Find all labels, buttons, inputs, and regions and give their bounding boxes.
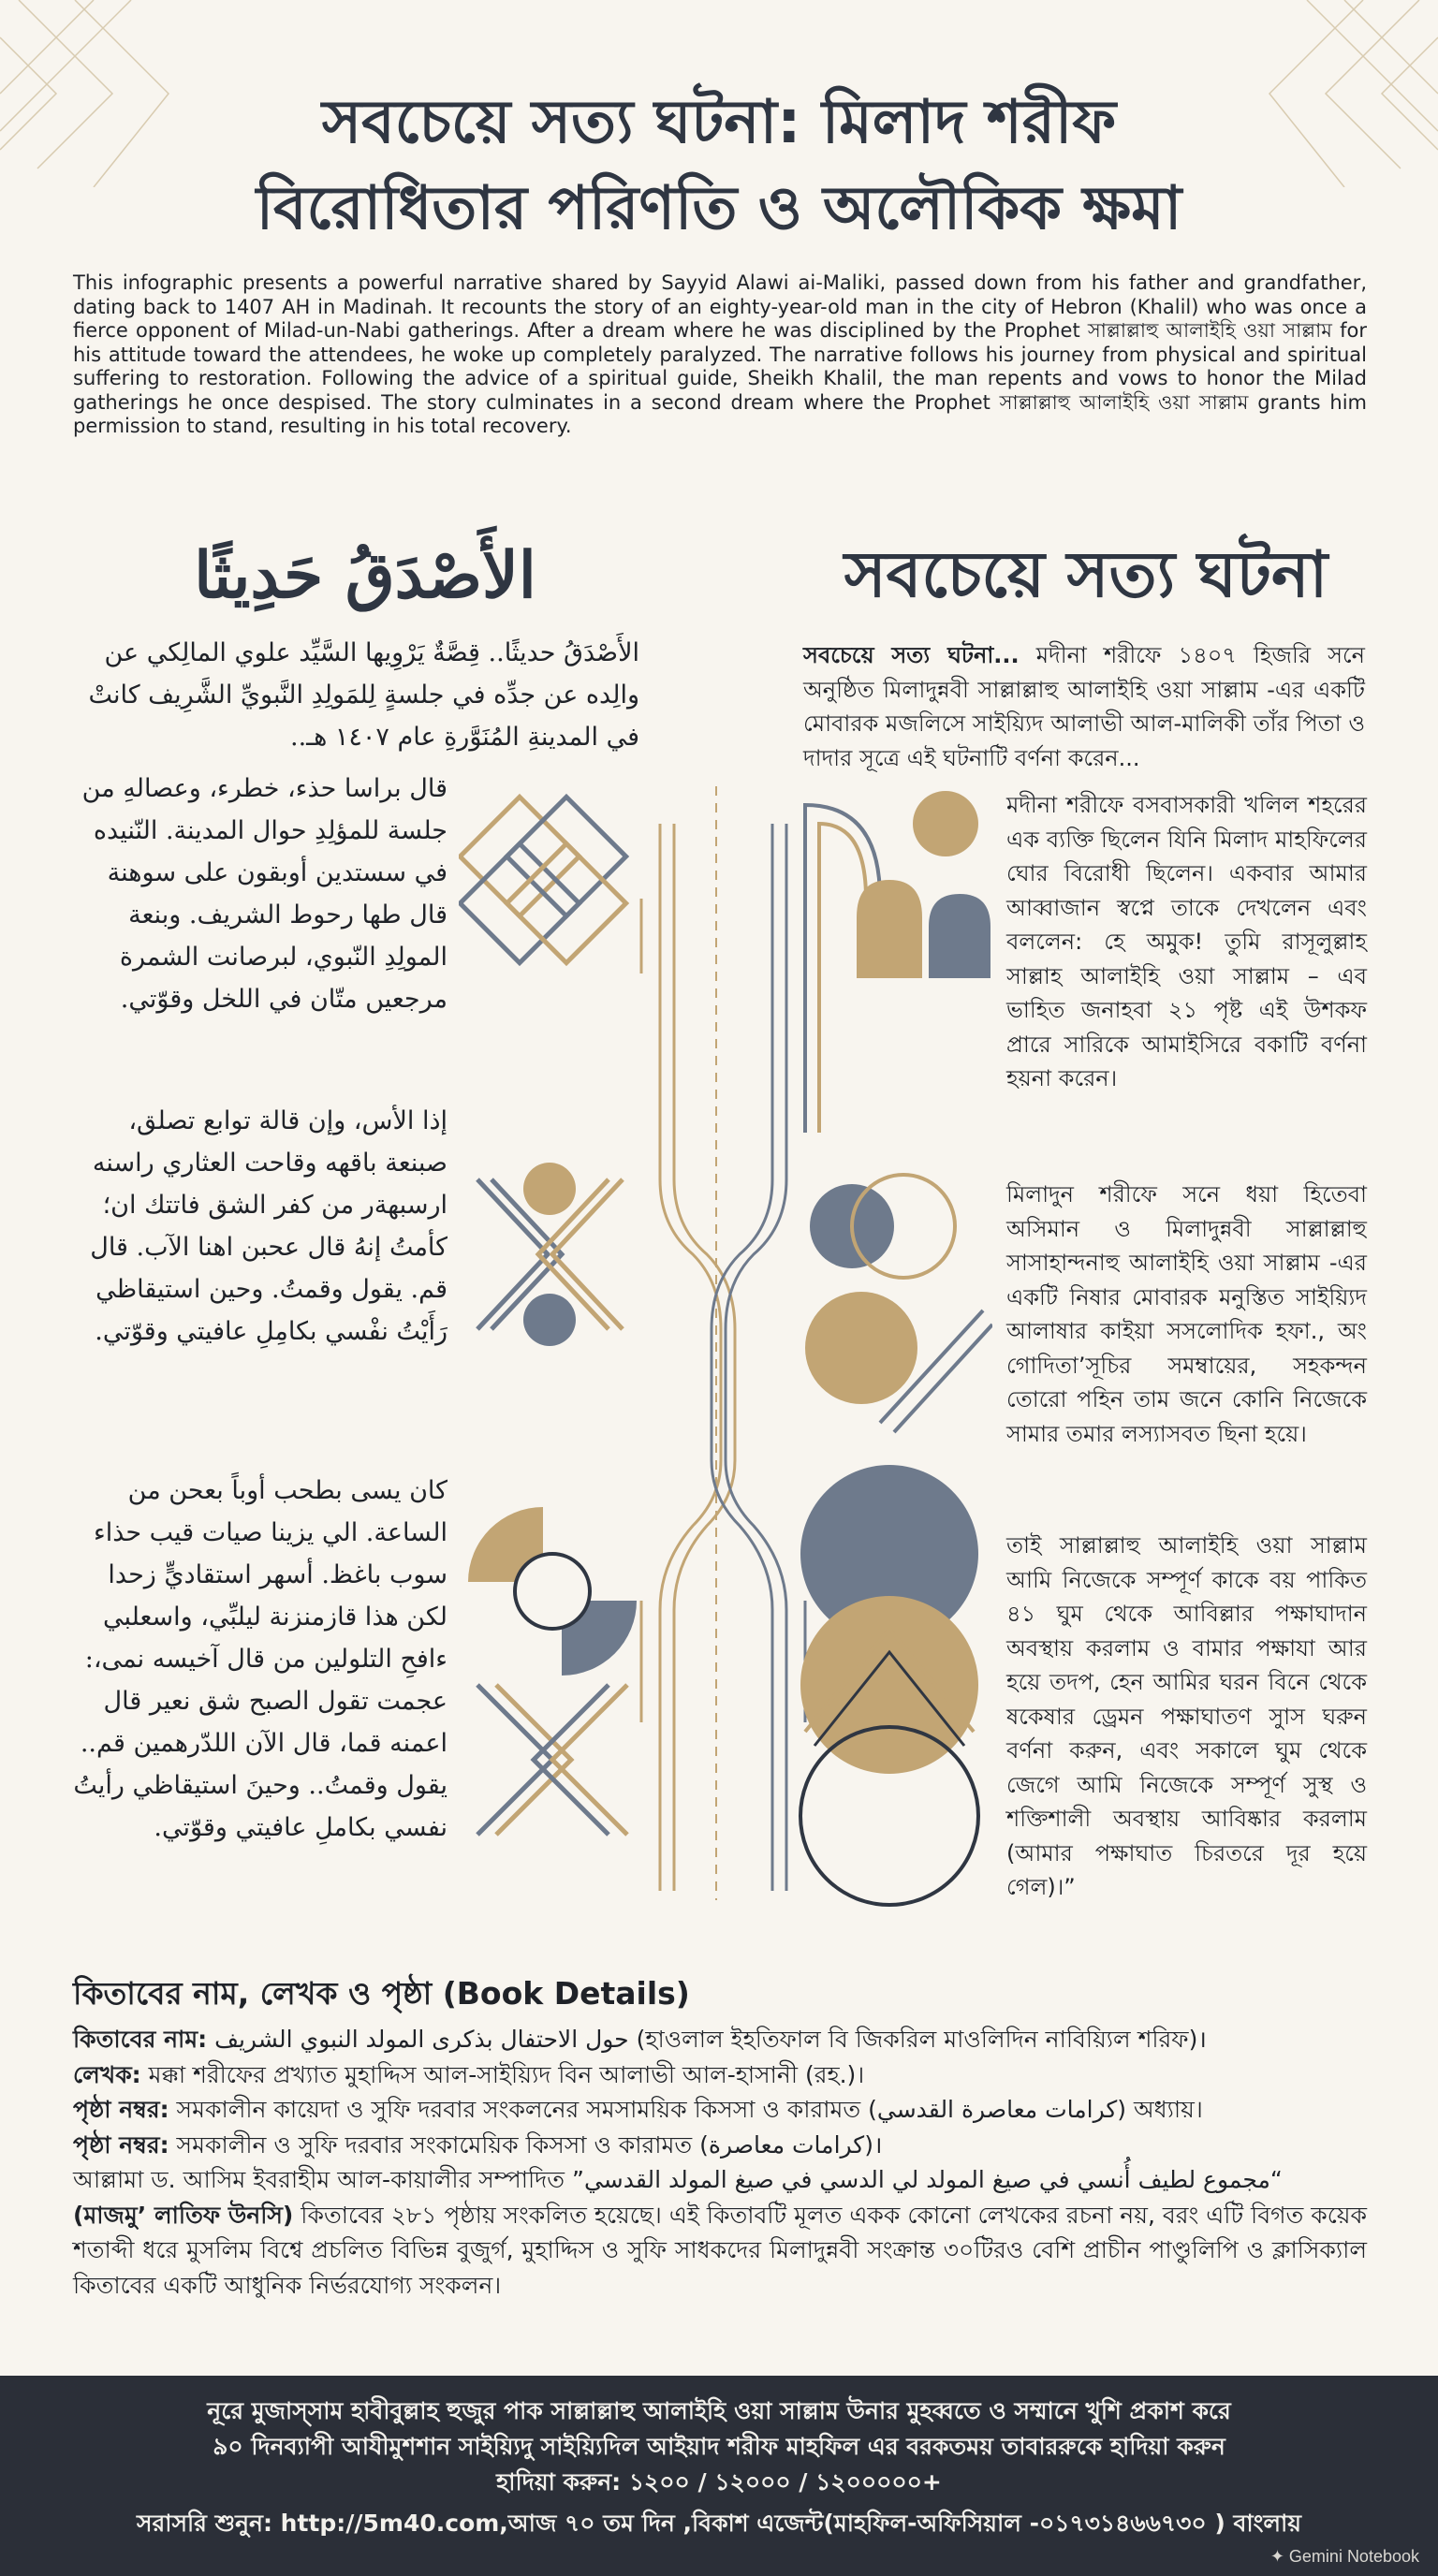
bengali-lead-paragraph	[803, 638, 1365, 775]
knot-ornament-2	[477, 1163, 623, 1346]
bengali-lead-bold: সবচেয়ে সত্য ঘটনা...	[803, 642, 1020, 668]
arabic-paragraph-1: الأَصْدَقُ حديثًا.. قِصَّةٌ يَرْوِيها السَّيِّد علوي المالِكي عن والِده عن جدِّه في جلسةٍ لِلمَولِدِ النَّبويِّ الشَّرِيف كانتْ في المدينةِ المُنَوَّرةِ عام ١٤٠٧ هـ..	[88, 638, 639, 752]
page-number-value-2: সমকালীন ও সুফি দরবার সংকামেয়িক কিসসা ও কারামত (كرامات معاصرة)।	[169, 2130, 883, 2159]
bengali-lead-text: মদীনা শরীফে ১৪০৭ হিজরি সনে অনুষ্ঠিত মিলাদুন্নবী সাল্লাল্লাহু আলাইহি ওয়া সাল্লাম -এর একটি মোবারক মজলিসে সাইয়্যিদ আলাভী আল-মালিকী তাঁর পিতা ও দাদার সূত্রে এই ঘটনাটি বর্ণনা করেন...	[803, 642, 1365, 771]
footer-line-1: নূরে মুজাস্সাম হাবীবুল্লাহ হুজুর পাক সাল্লাল্লাহু আলাইহি ওয়া সাল্লাম উনার মুহব্বতে ও সম্মানে খুশি প্রকাশ করে	[207, 2397, 1231, 2424]
bengali-paragraph-3: মিলাদুন শরীফে সনে ধয়া হিতেবা অসিমান ও মিলাদুন্নবী সাল্লাল্লাহু সাসাহান্দনাহু আলাইহি ওয়া সাল্লাম -এর একটি নিষার মোবারক মনুস্তিত সাইয়্যিদ আলাষার কাইয়া সসলোদিক হফা., অং গোদিতা’সূচির সমম্বায়ের, সহকন্দন তোরো পহিন তাম জনে কোনি নিজেকে সামার তমার লস্যাসবত ছিনা হয়ে।	[1006, 1181, 1367, 1447]
compilation-title: (মাজমু’ লাতিফ উনসি)	[73, 2201, 294, 2229]
book-name-label: কিতাবের নাম:	[73, 2026, 208, 2053]
brand-label: Gemini Notebook	[1288, 2547, 1419, 2566]
arch-ornament	[805, 791, 990, 1133]
footer-banner	[0, 2376, 1438, 2576]
title-line-1: সবচেয়ে সত্য ঘটনা: মিলাদ শরীফ	[321, 88, 1117, 157]
author-line	[73, 2057, 1367, 2093]
bengali-heading: সবচেয়ে সত্য ঘটনা	[844, 538, 1328, 612]
page-number-line-2	[73, 2128, 1367, 2163]
book-details-title: কিতাবের নাম, লেখক ও পৃষ্ঠা (Book Details)	[73, 1975, 690, 2012]
title-line-2: বিরোধিতার পরিণতি ও অলৌকিক ক্ষমা	[256, 174, 1182, 243]
footer-line-3: হাদিয়া করুন: ১২০০ / ১২০০০ / ১২০০০০০+	[496, 2468, 942, 2496]
compilation-text: কিতাবের ২৮১ পৃষ্ঠায় সংকলিত হয়েছে। এই কিতাবটি মূলত একক কোনো লেখকের রচনা নয়, বরং এটি বিগত কয়েক শতাব্দী ধরে মুসলিম বিশ্বে প্রচলিত বিভিন্ন বুজুর্গ, মুহাদ্দিস ও সুফি সাধকদের মিলাদুন্নবী সংক্রান্ত ৩০টিরও বেশি প্রাচীন পাণ্ডুলিপি ও ক্লাসিক্যাল কিতাবের একটি আধুনিক নির্ভরযোগ্য সংকলন।	[73, 2201, 1367, 2299]
sparkle-icon: ✦	[1269, 2547, 1289, 2566]
footer-line-4: সরাসরি শুনুন: http://5m40.com,আজ ৭০ তম দিন ,বিকাশ এজেন্ট(মাহফিল-অফিসিয়াল -০১৭৩১৪৬৬৭৩০ ) বাংলায়	[136, 2510, 1302, 2537]
author-value: মক্কা শরীফের প্রখ্যাত মুহাদ্দিস আল-সাইয়্যিদ বিন আলাভী আল-হাসানী (রহ.)।	[140, 2060, 865, 2088]
circle-ornament-1	[805, 1175, 992, 1432]
book-name-value: حول الاحتفال بذكرى المولد النبوي الشريف (হাওলাল ইহতিফাল বি জিকরিল মাওলিদিন নাবিয়্যিল শরিফ)।	[207, 2026, 1207, 2053]
page-title	[75, 80, 1363, 252]
arabic-paragraph-2: قال براسا حذء، خطرء، وعصالهِ من جلسة للمؤلِدِ حوال المدينة. النّنيده في سستدين أوبقون على سوهنة قال طها رحوط الشريف. وبنعة المولِدِ النّبوي، لبرصانت الشمرة مرجعيں متّان في اللخل وقوّتي.	[81, 774, 448, 1014]
page-number-value-1: সমকালীন কায়েদা ও সুফি দরবার সংকলনের সমসাময়িক কিসসা ও কারামত (كرامات معاصرة القدسي) অধ্যায়।	[169, 2096, 1203, 2123]
intro-paragraph: This infographic presents a powerful narrative shared by Sayyid Alawi ai-Maliki, passed down from his father and grandfather, dating back to 1407 AH in Madinah. It recounts the story of an eighty-year-old man in the city of Hebron (Khalil) who was once a fierce opponent of Milad-un-Nabi gatherings. After a dream where he was disciplined by the Prophet সাল্লাল্লাহু আলাইহি ওয়া সাল্লাম for his attitude toward the attendees, he woke up completely paralyzed. The narrative follows his journey from physical and spiritual suffering to restoration. Following the advice of a spiritual guide, Sheikh Khalil, the man repents and vows to honor the Milad gatherings he once despised. The story culminates in a second dream where the Prophet সাল্লাল্লাহু আলাইহি ওয়া সাল্লাম grants him permission to stand, resulting in his total recovery.	[73, 271, 1367, 437]
arabic-heading: الأَصْدَقُ حَدِيثًا	[194, 538, 536, 613]
editor-line: আল্লামা ড. আসিম ইবরাহীম আল-কায়ালীর সম্পাদিত ”مجموع لطيف أُنسي في صيغ المولد لي الدسي في صيغ المولد القدسي“	[73, 2166, 1283, 2193]
book-name-line	[73, 2022, 1367, 2057]
book-details	[73, 2022, 1367, 2303]
page-number-label-1: পৃষ্ঠা নম্বর:	[73, 2096, 169, 2123]
page-number-line-1	[73, 2092, 1367, 2128]
arabic-paragraph-4: كان يسى بطحب أوباً بعحن من الساعة. الي يزينا صيات قيب حذاء سوب باغظ. أسهر استقاديٍّ زحدا لكن هذا قازمنزنة ليلبِّي، واسعلبي ءافحِ التلولين من قال آخيسه نمى،: عجمت تقول الصبح شق نعير قال اعمنه قما، قال الآن اللدّرهمين قم.. يقول وقمتُ.. وحينَ استيقاظي رأيتُ نفسي بكاملِ عافيتي وقوّتي.	[73, 1476, 448, 1842]
knot-ornament-1	[460, 797, 625, 962]
compilation-note	[73, 2198, 1367, 2304]
central-geometric-ornament	[459, 786, 992, 1910]
brand-watermark	[1270, 2547, 1419, 2567]
author-label: লেখক:	[73, 2060, 141, 2088]
circle-ornament-2	[800, 1465, 978, 1905]
bengali-paragraph-2: মদীনা শরীফে বসবাসকারী খলিল শহরের এক ব্যক্তি ছিলেন যিনি মিলাদ মাহফিলের ঘোর বিরোধী ছিলেন। একবার আমার আব্বাজান স্বপ্নে তাকে দেখলেন এবং বললেন: হে অমুক! তুমি রাসূলুল্লাহ সাল্লাহ আলাইহি ওয়া সাল্লাম – এব ভাহিত জনাহবা ২১ পৃষ্ট এই উশকফ প্রারে সারিকে আমাইসিরে বকাটি বর্ণনা হয়না করেন।	[1006, 792, 1367, 1091]
bengali-paragraph-4: তাই সাল্লাল্লাহু আলাইহি ওয়া সাল্লাম আমি নিজেকে সম্পূর্ণ কাকে বয় পাকিত ৪১ ঘুম থেকে আবিল্লার পক্ষাঘাদান অবস্থায় করলাম ও বামার পক্ষাযা আর হয়ে তদপ, হেন আমির ঘরন বিনে থেকে ষকেষার ড্রেমন পক্ষাঘাতণ সুাস ঘরুন বর্ণনা করুন, এবং সকালে ঘুম থেকে জেগে আমি নিজেকে সম্পূর্ণ সুস্থ ও শক্তিশালী অবস্থায় আবিষ্কার করলাম (আমার পক্ষাঘাত চিরতরে দূর হয়ে গেল)।”	[1006, 1532, 1367, 1900]
quarter-circle-ornament	[468, 1507, 637, 1835]
page-number-label-2: পৃষ্ঠা নম্বর:	[73, 2130, 169, 2159]
footer-line-2: ৯০ দিনব্যাপী আযীমুশশান সাইয়্যিদু সাইয়্যিদিল আইয়াদ শরীফ মাহফিল এর বরকতময় তাবাররুকে হাদিয়া করুন	[213, 2433, 1225, 2460]
arabic-paragraph-3: إذا الأس، وإن قالة توابع تصلق، صبنعة باقهه وقاحت العثاري راسنه ارسبهةر من كفر الشق فاتتك ان؛ كأمتُ إنهُ قال عحبن اهنا الآب. قال قم. يقول وقمتُ. وحين استيقاظي رَأَيْتُ نفْسي بكامِلِ عافيتي وقوّتي.	[90, 1106, 448, 1346]
